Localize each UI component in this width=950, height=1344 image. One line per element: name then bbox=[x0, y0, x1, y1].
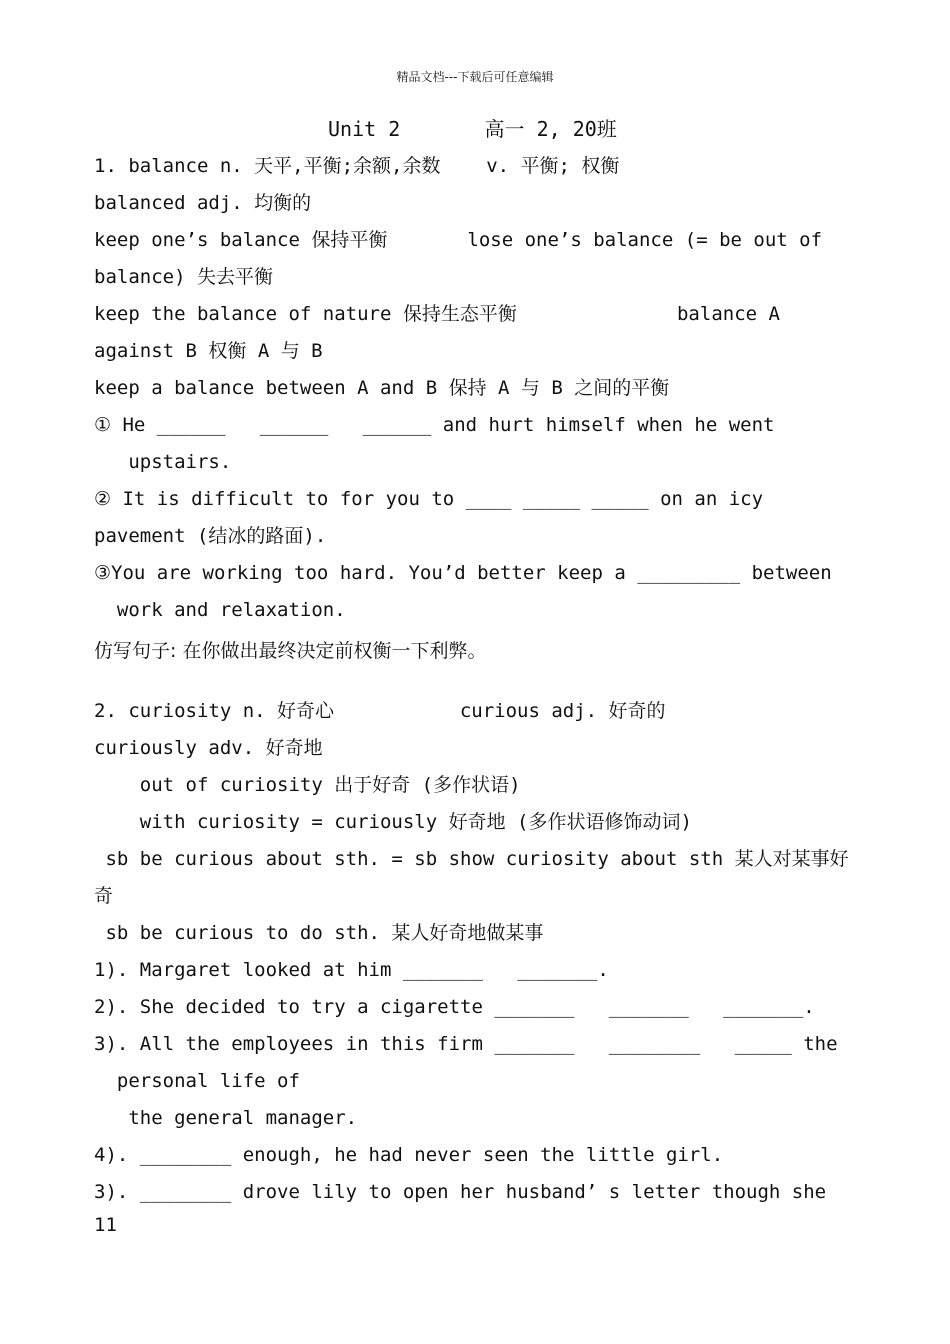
text-line: keep the balance of nature 保持生态平衡 balance A bbox=[94, 303, 780, 325]
page-number: 11 bbox=[94, 1214, 117, 1236]
text-line: with curiosity = curiously 好奇地 (多作状语修饰动词) bbox=[94, 811, 692, 833]
exercise-line: 1). Margaret looked at him _______ _______. bbox=[94, 959, 609, 981]
text-line: keep one’s balance 保持平衡 lose one’s balance (= be out of bbox=[94, 229, 823, 251]
exercise-line: 4). ________ enough, he had never seen the little girl. bbox=[94, 1144, 724, 1166]
text-line: 2. curiosity n. 好奇心 curious adj. 好奇的 bbox=[94, 700, 666, 722]
text-line: curiously adv. 好奇地 bbox=[94, 737, 323, 759]
text-line: balance) 失去平衡 bbox=[94, 266, 273, 288]
text-line: keep a balance between A and B 保持 A 与 B 之间的平衡 bbox=[94, 377, 670, 399]
text-line: balanced adj. 均衡的 bbox=[94, 192, 312, 214]
exercise-line: personal life of bbox=[94, 1070, 300, 1092]
page-header: 精品文档---下载后可任意编辑 bbox=[396, 70, 554, 84]
text-line: against B 权衡 A 与 B bbox=[94, 340, 323, 362]
text-line: 1. balance n. 天平,平衡;余额,余数 v. 平衡; 权衡 bbox=[94, 155, 620, 177]
text-line: 奇 bbox=[94, 885, 114, 907]
text-line: sb be curious to do sth. 某人好奇地做某事 bbox=[94, 922, 544, 944]
exercise-line: upstairs. bbox=[94, 451, 232, 473]
unit-title: Unit 2 高一 2, 20班 bbox=[328, 117, 617, 141]
text-line: sb be curious about sth. = sb show curiosity about sth 某人对某事好 bbox=[94, 848, 849, 870]
exercise-line: 3). ________ drove lily to open her husband’ s letter though she bbox=[94, 1181, 827, 1203]
exercise-line: ① He ______ ______ ______ and hurt himself when he went bbox=[94, 414, 775, 436]
exercise-line: the general manager. bbox=[94, 1107, 358, 1129]
text-line: out of curiosity 出于好奇 (多作状语) bbox=[94, 774, 521, 796]
exercise-line: 3). All the employees in this firm _______ ________ _____ the bbox=[94, 1033, 838, 1055]
exercise-line: ③You are working too hard. You’d better keep a _________ between bbox=[94, 562, 832, 584]
exercise-line: work and relaxation. bbox=[94, 599, 346, 621]
exercise-line: ② It is difficult to for you to ____ _____ _____ on an icy bbox=[94, 488, 764, 510]
exercise-line: 2). She decided to try a cigarette _______ _______ _______. bbox=[94, 996, 815, 1018]
imitation-prompt: 仿写句子: 在你做出最终决定前权衡一下利弊。 bbox=[94, 640, 487, 662]
exercise-line: pavement (结冰的路面). bbox=[94, 525, 327, 547]
